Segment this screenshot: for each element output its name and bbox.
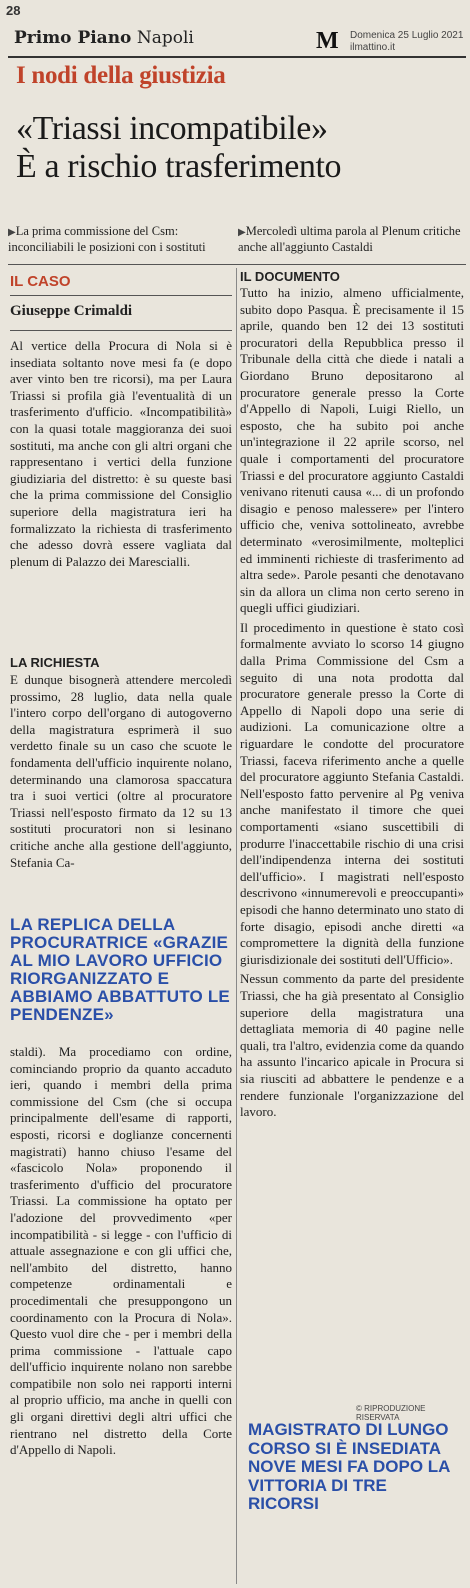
paragraph: staldi). Ma procediamo con ordine, cominciando proprio da quanto accaduto ieri, quando i membri della prima commissione del Csm (che si occupa principalmente dell'esame di rapporti, esposti, ricorsi e doglianze concernenti magistrati) hanno chiuso l'esame del «fascicolo Nola» proponendo il trasferimento d'ufficio del procuratore Triassi. La commissione ha optato per l'adozione del provvedimento «per incompatibilità - si legge - con l'ufficio di attuale assegnazione e con gli uffici che, nell'ambito del distretto, hanno competenze ordinamentali e procedimentali che presuppongono un coordinamento con la Procura di Nola». Questo vuol dire che - per i membri della prima commissione - l'attuale capo dell'ufficio inquirente nolano non sarebbe compatibile non solo nei rapporti interni al proprio ufficio, ma anche in quelli con gli organi direttivi degli altri uffici che rientrano nel distretto della Corte d'Appello di Napoli.: [10, 1044, 232, 1458]
section-tag: IL CASO: [10, 273, 71, 290]
section-header: [14, 28, 194, 48]
pullquote-box: [10, 916, 236, 1040]
deck-right-text: Mercoledì ultima parola al Plenum critiche anche all'aggiunto Castaldi: [238, 224, 461, 254]
headline-line-2: È a rischio trasferimento: [16, 148, 342, 185]
deck-left: [8, 224, 230, 255]
headline: [16, 110, 466, 186]
byline: Giuseppe Crimaldi: [10, 303, 133, 319]
article-documento: [240, 285, 464, 1124]
byline-rule: [10, 330, 232, 331]
paragraph: Tutto ha inizio, almeno ufficialmente, subito dopo Pasqua. È precisamente il 15 aprile, quando ben 12 dei 13 sostituti procuratori della Repubblica presso il Tribunale della città che diede i natali a Giordano Bruno depositarono al procuratore generale presso la Corte d'Appello di Napoli, Luigi Riello, un esposto, che ha subito poi anche un'integrazione il 22 aprile scorso, nel quale i comportamenti del procuratore Triassi e del procuratore aggiunto Castaldi venivano ritenuti causa «... di un profondo disagio e penoso malessere» per l'intero ufficio che, veniva sottolineato, avrebbe determinato «verosimilmente, molteplici ed imminenti richieste di trasferimento ad altra sede». Parole pesanti che denotavano sin da allora un clima non certo sereno in quegli uffici giudiziari.: [240, 285, 464, 616]
copyright: © RIPRODUZIONE RISERVATA: [356, 1404, 426, 1422]
section-name: Primo Piano: [14, 28, 132, 48]
subhead-documento: IL DOCUMENTO: [240, 269, 340, 284]
column-separator: [236, 268, 237, 1584]
masthead-date-block: [350, 30, 463, 54]
article-richiesta: [10, 672, 232, 874]
deck-right: [238, 224, 464, 255]
page-number: 28: [6, 3, 21, 18]
kicker: I nodi della giustizia: [16, 62, 226, 89]
newspaper-logo: M: [316, 28, 339, 54]
website: ilmattino.it: [350, 42, 396, 53]
article-continuation: [10, 1044, 232, 1462]
article-intro: [10, 338, 232, 573]
pullquote-text: LA REPLICA DELLA PROCURATRICE «GRAZIE AL MIO LAVORO UFFICIO RIORGANIZZATO E ABBIAMO ABBATTUTO LE PENDENZE»: [10, 915, 230, 1024]
header-rule: [8, 56, 466, 58]
triangle-bullet-icon: ▶: [8, 227, 16, 238]
paragraph: Al vertice della Procura di Nola si è insediata soltanto nove mesi fa (e dopo aver vinto ben tre ricorsi), ma per Laura Triassi si profila già l'eventualità di un trasferimento d'ufficio. «Incompatibilità» con la quasi totale maggioranza dei suoi sostituti, ma anche con gli altri organi che rappresentano i vertici della funzione giudiziaria del distretto: è su queste basi che la prima commissione del Consiglio superiore della magistratura ieri ha formalizzato la richiesta di trasferimento che adesso dovrà essere vagliata dal plenum di Palazzo dei Marescialli.: [10, 338, 232, 569]
headline-line-1: «Triassi incompatibile»: [16, 110, 328, 147]
subhead-richiesta: LA RICHIESTA: [10, 655, 100, 670]
paragraph: Nessun commento da parte del presidente Triassi, che ha già presentato al Consiglio superiore della magistratura una dettagliata memoria di 40 pagine nelle quali, tra l'altro, evidenzia come da quando ha assunto l'incarico apicale in Procura si sia riusciti ad abbattere le pendenze e a rendere funzionale l'organizzazione del lavoro.: [240, 971, 464, 1120]
paragraph: E dunque bisognerà attendere mercoledì prossimo, 28 luglio, data nella quale l'intero corpo dell'organo di autogoverno della magistratura esprimerà il suo verdetto finale su un caso che scuote le fondamenta dell'ufficio inquirente nolano, determinando una clamorosa spaccatura tra i suoi vertici (oltre al procuratore Triassi nell'esposto firmato da 12 su 13 sostituti procuratori non si lesinano critiche anche alla gestione dell'aggiunto, Stefania Ca-: [10, 672, 232, 870]
tag-rule: [10, 295, 232, 296]
sidebar-box: [248, 1421, 462, 1514]
triangle-bullet-icon: ▶: [238, 227, 246, 238]
deck-rule: [8, 264, 466, 265]
sidebar-box-text: MAGISTRATO DI LUNGO CORSO SI È INSEDIATA NOVE MESI FA DOPO LA VITTORIA DI TRE RICORSI: [248, 1420, 450, 1514]
section-city: Napoli: [136, 28, 194, 48]
deck-left-text: La prima commissione del Csm: inconciliabili le posizioni con i sostituti: [8, 224, 206, 254]
issue-date: Domenica 25 Luglio 2021: [350, 30, 464, 41]
paragraph: Il procedimento in questione è stato così formalmente avviato lo scorso 14 giugno dalla Prima Commissione del Csm a seguito di una nota prodotta dal procuratore generale presso la Corte di Appello di Napoli dopo una serie di audizioni. La comunicazione oltre a riguardare le condotte del procuratore Triassi, faceva riferimento anche a quelle del procuratore aggiunto Stefania Castaldi. Nell'esposto fatto pervenire al Pg veniva anche manifestato il timore che quei comportamenti «siano suscettibili di produrre l'inaccettabile rischio di una crisi dell'indipendenza interna dei sostituti dell'ufficio». I magistrati nell'esposto descrivono «innumerevoli e preoccupanti» episodi che hanno determinato uno stato di forte disagio, episodi anche diretti «a compromettere la dignità della funzione giurisdizionale dei sostituti dell'Ufficio».: [240, 619, 464, 967]
